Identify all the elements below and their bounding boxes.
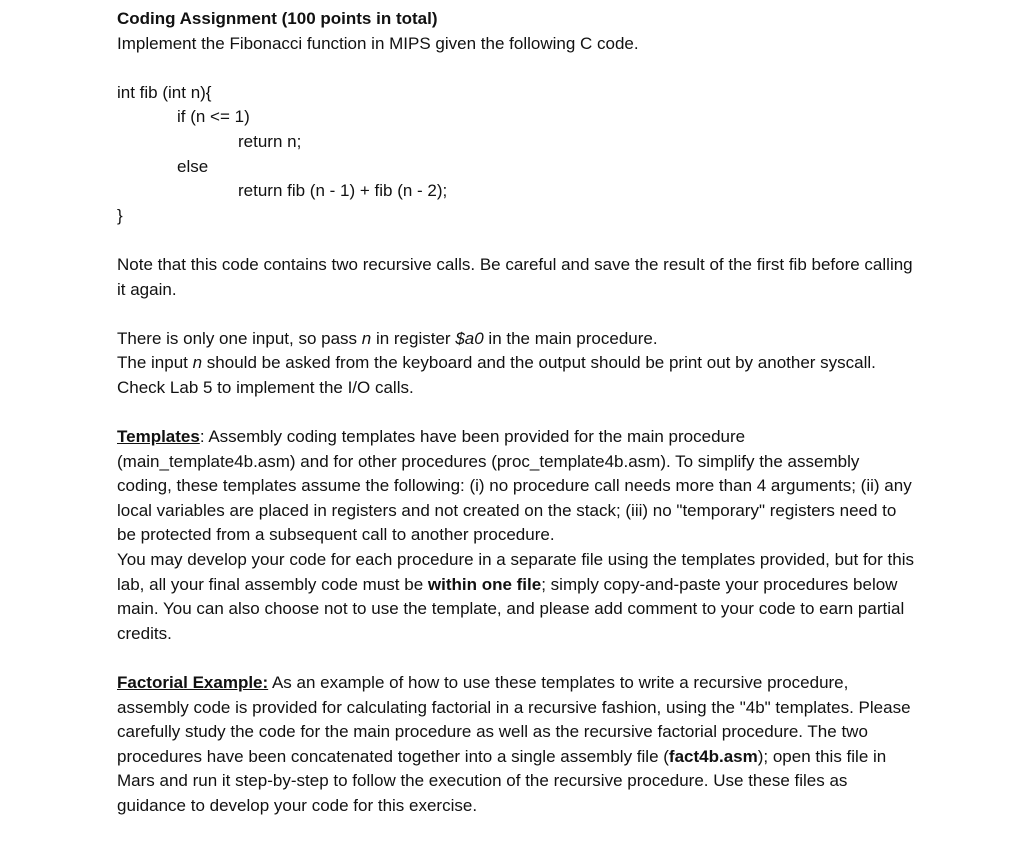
c-code-block (117, 81, 917, 229)
factorial-label: Factorial Example: (117, 673, 269, 693)
code-line-close-brace: } (117, 205, 123, 225)
templates-paragraph (117, 425, 917, 548)
input2-var-n: n (192, 353, 203, 373)
templates-text-1: Assembly coding templates have been provided for the main procedure (main_template4b.asm) and for other procedures (proc_template4b.asm). To simplify the assembly coding, these templates assume the following: (i) no procedure call needs more than 4 arguments; (ii) any local variables are placed in registers and not created on the stack; (iii) no "temporary" registers need to be protected from a subsequent call to another procedure. (117, 427, 912, 545)
note-paragraph: Note that this code contains two recursive calls. Be careful and save the result of the first fib before calling it again. (117, 254, 913, 299)
code-line-return-fib: return fib (n - 1) + fib (n - 2); (238, 181, 448, 201)
code-line-signature: int fib (int n){ (117, 82, 212, 102)
templates-text-2a: You may develop your code for each procedure in a separate file using the templates provided, but for this lab, all your final assembly code must be (117, 550, 914, 594)
input-text-c: in the main procedure. (483, 328, 658, 348)
templates-text-2b: ; simply copy-and-paste your procedures below main. You can also choose not to use the template, and please add comment to your code to earn partial credits. (117, 574, 905, 643)
register-name: $a0 (455, 328, 484, 348)
code-line-if: if (n <= 1) (177, 107, 250, 127)
factorial-text-b: ); open this file in Mars and run it step-by-step to follow the execution of the recursive procedure. Use these files as guidance to develop your code for this exercise. (117, 746, 887, 815)
templates-paragraph-2 (117, 548, 917, 646)
assignment-title: Coding Assignment (100 points in total) (117, 9, 438, 28)
input2-text-a: The input (117, 353, 193, 373)
input-text-a: There is only one input, so pass (117, 328, 362, 348)
templates-within-one-file: within one file (427, 574, 542, 594)
templates-colon: : (199, 427, 205, 447)
factorial-text-a: As an example of how to use these templates to write a recursive procedure, assembly code is provided for calculating factorial in a recursive fashion, using the "4b" templates. Please carefully study the code for the main procedure as well as the recursive factorial procedure. The two procedures have been concatenated together into a single assembly file ( (117, 673, 911, 766)
factorial-file-name: fact4b.asm (668, 746, 758, 766)
assignment-subtitle: Implement the Fibonacci function in MIPS given the following C code. (117, 33, 639, 53)
input-paragraph-1 (117, 327, 917, 352)
factorial-paragraph (117, 671, 917, 819)
code-line-return-n: return n; (238, 131, 302, 151)
templates-label: Templates (117, 427, 200, 447)
code-line-else: else (177, 156, 209, 176)
input-text-b: in register (371, 328, 456, 348)
input-var-n: n (361, 328, 372, 348)
input2-text-b: should be asked from the keyboard and the output should be print out by another syscall. Check Lab 5 to implement the I/O calls. (117, 353, 876, 397)
input-paragraph-2 (117, 351, 917, 400)
document-page (117, 7, 917, 819)
